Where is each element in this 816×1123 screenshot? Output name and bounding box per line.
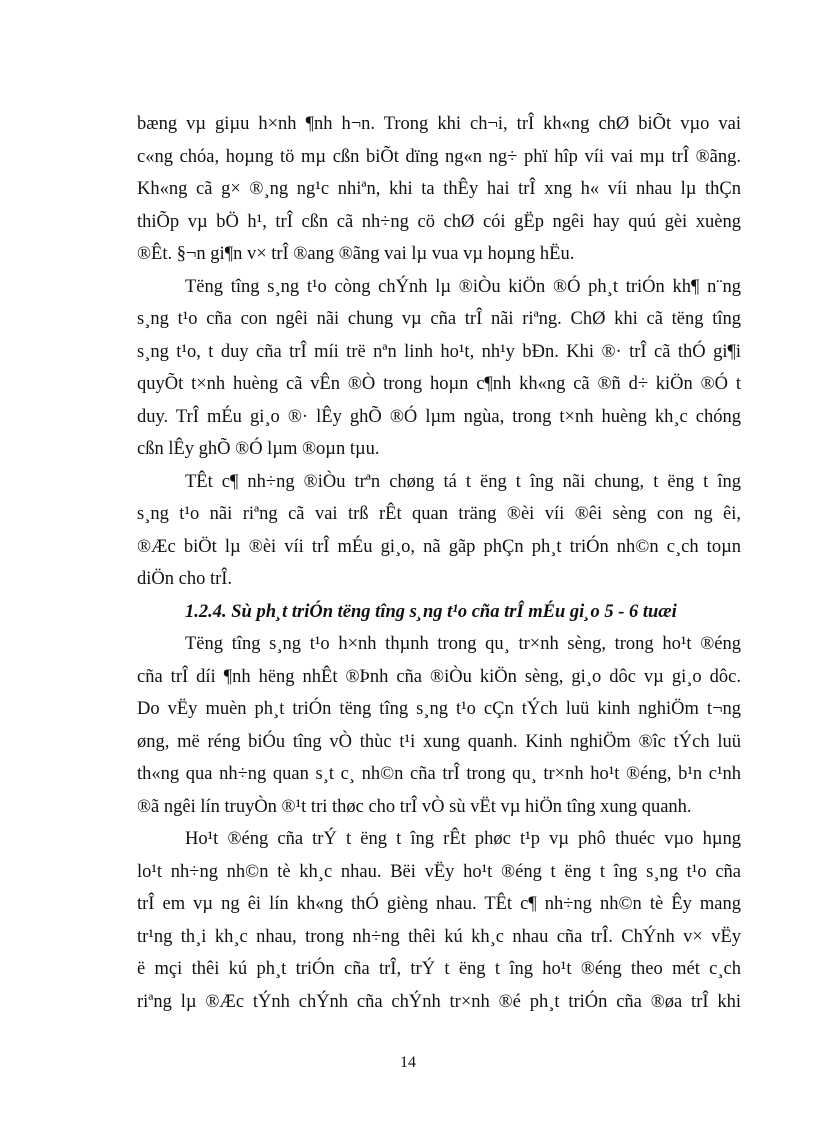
text-line: øng, më réng biÓu tîng vÒ thùc t¹i xung quanh. Kinh nghiÖm ®îc tÝch luü [137,731,741,752]
text-line: thiÕp vµ bÖ h¹, trÎ cßn cã nh÷ng cö chØ cói gËp ngêi hay quú gèi xuèng [137,211,741,232]
text-line: cßn lÊy ghÕ ®Ó lµm ®oµn tµu. [137,439,380,459]
text-line: Ho¹t ®éng cña trÝ t ëng t îng rÊt phøc t¹p vµ phô thuéc vµo hµng [185,829,741,849]
text-line: riªng lµ ®Æc tÝnh chÝnh cña chÝnh tr×nh ®é ph¸t triÓn cña ®øa trÎ khi [137,991,741,1012]
text-line: ®ã ngêi lín truyÒn ®¹t tri thøc cho trÎ vÒ sù vËt vµ hiÖn tîng xung quanh. [137,796,692,817]
text-line: ë mçi thêi kú ph¸t triÓn cña trÎ, trÝ t ëng t îng ho¹t ®éng theo mét c¸ch [137,959,741,979]
paragraph-1 [137,108,741,271]
text-line: TÊt c¶ nh÷ng ®iÒu trªn chøng tá t ëng t îng nãi chung, t ëng t îng [185,471,741,492]
text-line: duy. TrÎ mÉu gi¸o ®· lÊy ghÕ ®Ó lµm ngùa, trong t×nh huèng kh¸c chóng [137,406,741,427]
text-line: s¸ng t¹o nãi riªng cã vai trß rÊt quan träng ®èi víi ®êi sèng con ng êi, [137,504,741,524]
body-text [137,108,741,1018]
text-line: tr¹ng th¸i kh¸c nhau, trong nh÷ng thêi kú kh¸c nhau cña trÎ. ChÝnh v× vËy [137,926,741,947]
text-line: Tëng tîng s¸ng t¹o còng chÝnh lµ ®iÒu kiÖn ®Ó ph¸t triÓn kh¶ n¨ng [185,276,741,297]
text-line: s¸ng t¹o, t duy cña trÎ míi trë nªn linh ho¹t, nh¹y bÐn. Khi ®· trÎ cã thÓ gi¶i [137,341,741,362]
text-line: th«ng qua nh÷ng quan s¸t c¸ nh©n cña trÎ trong qu¸ tr×nh ho¹t ®éng, b¹n c¹nh [137,764,741,784]
paragraph-3 [137,466,741,596]
page-number: 14 [400,1054,416,1071]
text-line: ®Æc biÖt lµ ®èi víi trÎ mÉu gi¸o, nã gãp phÇn ph¸t triÓn nh©n c¸ch toµn [137,536,741,557]
text-line: lo¹t nh÷ng nh©n tè kh¸c nhau. Bëi vËy ho¹t ®éng t ëng t îng s¸ng t¹o cña [137,861,741,882]
paragraph-2 [137,271,741,466]
text-line: s¸ng t¹o cña con ngêi nãi chung vµ cña trÎ nãi riªng. ChØ khi cã tëng tîng [137,309,741,329]
text-line: bæng vµ giµu h×nh ¶nh h¬n. Trong khi ch¬i, trÎ kh«ng chØ biÕt vµo vai [137,114,741,134]
paragraph-5 [137,823,741,1018]
text-line: Do vËy muèn ph¸t triÓn tëng tîng s¸ng t¹o cÇn tÝch luü kinh nghiÖm t¬ng [137,699,741,719]
text-line: trÎ em vµ ng êi lín kh«ng thÓ gièng nhau. TÊt c¶ nh÷ng nh©n tè Êy mang [137,894,741,914]
text-line: c«ng chóa, hoµng tö mµ cßn biÕt dïng ng«n ng÷ phï hîp víi vai mµ trÎ ®ãng. [137,146,741,167]
section-heading: 1.2.4. Sù ph¸t triÓn tëng tîng s¸ng t¹o cña trÎ mÉu gi¸o 5 - 6 tuæi [185,601,677,622]
text-line: ®Êt. §¬n gi¶n v× trÎ ®ang ®ãng vai lµ vua vµ hoµng hËu. [137,244,575,264]
text-line: Kh«ng cã g× ®¸ng ng¹c nhiªn, khi ta thÊy hai trÎ xng h« víi nhau lµ thÇn [137,179,741,199]
paragraph-4 [137,628,741,823]
text-line: Tëng tîng s¸ng t¹o h×nh thµnh trong qu¸ tr×nh sèng, trong ho¹t ®éng [185,634,741,654]
text-line: cña trÎ díi ¶nh hëng nhÊt ®Þnh cña ®iÒu kiÖn sèng, gi¸o dôc vµ gi¸o dôc. [137,666,741,687]
text-line: quyÕt t×nh huèng cã vÊn ®Ò trong hoµn c¶nh kh«ng cã ®ñ d÷ kiÖn ®Ó t [137,374,741,394]
text-line: diÖn cho trÎ. [137,569,233,589]
